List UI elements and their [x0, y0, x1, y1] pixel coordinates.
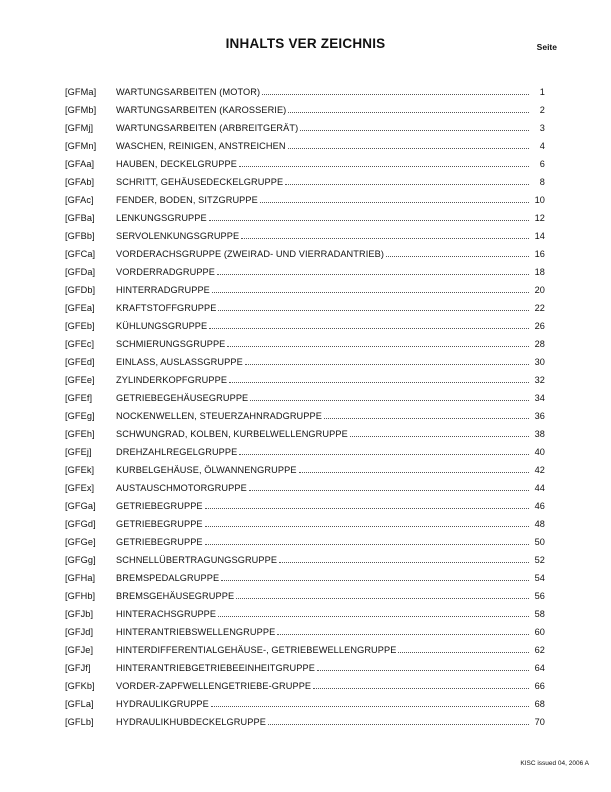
toc-entry[interactable]: [65, 656, 545, 674]
dot-leader: [221, 580, 529, 581]
toc-entry-title: HYDRAULIKHUBDECKELGRUPPE: [116, 717, 266, 727]
dot-leader: [218, 310, 529, 311]
toc-entry-page-number: 28: [534, 339, 545, 349]
toc-entry-page-number: 56: [534, 591, 545, 601]
toc-entry-title: BREMSGEHÄUSEGRUPPE: [116, 591, 235, 601]
toc-entry-page-number: 42: [534, 465, 545, 475]
toc-entry-page-number: 70: [534, 717, 545, 727]
page-title: INHALTS VER ZEICHNIS: [225, 36, 386, 51]
toc-entry-title: NOCKENWELLEN, STEUERZAHNRADGRUPPE: [116, 411, 322, 421]
dot-leader: [350, 436, 529, 437]
toc-entry-code: [GFAc]: [65, 195, 94, 205]
toc-entry-title: WASCHEN, REINIGEN, ANSTREICHEN: [116, 141, 286, 151]
dot-leader: [317, 670, 529, 671]
toc-entry-title: HYDRAULIKGRUPPE: [116, 699, 209, 709]
table-of-contents: [65, 80, 545, 728]
toc-entry-title: DREHZAHLREGELGRUPPE: [116, 447, 238, 457]
toc-entry-page-number: 46: [534, 501, 545, 511]
toc-entry-page-number: 48: [534, 519, 545, 529]
toc-entry-page-number: 26: [534, 321, 545, 331]
toc-entry-code: [GFEa]: [65, 303, 95, 313]
dot-leader: [212, 292, 529, 293]
dot-leader: [300, 130, 529, 131]
toc-entry-code: [GFAa]: [65, 159, 95, 169]
dot-leader: [277, 634, 529, 635]
toc-entry-code: [GFJd]: [65, 627, 94, 637]
toc-entry-code: [GFHb]: [65, 591, 96, 601]
toc-entry[interactable]: [65, 512, 545, 530]
toc-entry-title: VORDER-ZAPFWELLENGETRIEBE-GRUPPE: [116, 681, 312, 691]
toc-entry-code: [GFBb]: [65, 231, 95, 241]
dot-leader: [260, 202, 529, 203]
toc-entry[interactable]: [65, 494, 545, 512]
toc-entry-page-number: 50: [534, 537, 545, 547]
toc-entry[interactable]: [65, 116, 545, 134]
toc-entry[interactable]: [65, 620, 545, 638]
toc-entry-code: [GFEk]: [65, 465, 95, 475]
toc-entry-title: HAUBEN, DECKELGRUPPE: [116, 159, 237, 169]
toc-entry-title: HINTERANTRIEBGETRIEBEEINHEITGRUPPE: [116, 663, 315, 673]
toc-entry-code: [GFKb]: [65, 681, 95, 691]
toc-entry-code: [GFLb]: [65, 717, 94, 727]
toc-entry-page-number: 36: [534, 411, 545, 421]
toc-entry[interactable]: [65, 206, 545, 224]
dot-leader: [262, 94, 529, 95]
toc-entry[interactable]: [65, 134, 545, 152]
toc-entry-code: [GFEj]: [65, 447, 92, 457]
dot-leader: [268, 724, 529, 725]
toc-entry[interactable]: [65, 386, 545, 404]
toc-entry-title: WARTUNGSARBEITEN (KAROSSERIE): [116, 105, 287, 115]
toc-entry-code: [GFGe]: [65, 537, 96, 547]
toc-entry[interactable]: [65, 548, 545, 566]
toc-entry-page-number: 44: [534, 483, 545, 493]
dot-leader: [209, 328, 529, 329]
toc-entry[interactable]: [65, 602, 545, 620]
dot-leader: [250, 400, 529, 401]
dot-leader: [205, 526, 529, 527]
toc-entry-page-number: 6: [539, 159, 545, 169]
toc-entry-code: [GFJe]: [65, 645, 94, 655]
toc-entry-page-number: 68: [534, 699, 545, 709]
toc-entry-page-number: 30: [534, 357, 545, 367]
toc-entry-title: KÜHLUNGSGRUPPE: [116, 321, 208, 331]
toc-entry[interactable]: [65, 260, 545, 278]
toc-entry-page-number: 12: [534, 213, 545, 223]
toc-entry-page-number: 18: [534, 267, 545, 277]
dot-leader: [288, 148, 529, 149]
toc-entry-page-number: 64: [534, 663, 545, 673]
toc-entry-page-number: 58: [534, 609, 545, 619]
toc-entry-code: [GFGg]: [65, 555, 96, 565]
toc-entry-code: [GFEf]: [65, 393, 93, 403]
dot-leader: [249, 490, 529, 491]
toc-entry-page-number: 10: [534, 195, 545, 205]
toc-entry-code: [GFJf]: [65, 663, 91, 673]
toc-entry-title: SCHMIERUNGSGRUPPE: [116, 339, 226, 349]
toc-entry[interactable]: [65, 314, 545, 332]
toc-entry-code: [GFJb]: [65, 609, 94, 619]
dot-leader: [299, 472, 529, 473]
toc-entry-title: LENKUNGSGRUPPE: [116, 213, 207, 223]
toc-entry-title: VORDERRADGRUPPE: [116, 267, 216, 277]
toc-entry[interactable]: [65, 638, 545, 656]
toc-entry-code: [GFDb]: [65, 285, 96, 295]
toc-entry-code: [GFEd]: [65, 357, 95, 367]
dot-leader: [313, 688, 529, 689]
toc-entry-code: [GFMa]: [65, 87, 97, 97]
toc-entry-page-number: 60: [534, 627, 545, 637]
toc-entry-page-number: 1: [539, 87, 545, 97]
toc-entry-title: WARTUNGSARBEITEN (ARBREITGERÄT): [116, 123, 299, 133]
toc-entry-code: [GFDa]: [65, 267, 96, 277]
dot-leader: [205, 544, 529, 545]
toc-entry-page-number: 66: [534, 681, 545, 691]
toc-entry-page-number: 8: [539, 177, 545, 187]
toc-entry-page-number: 4: [539, 141, 545, 151]
toc-entry-code: [GFEx]: [65, 483, 95, 493]
toc-entry-page-number: 3: [539, 123, 545, 133]
toc-entry-code: [GFCa]: [65, 249, 96, 259]
toc-entry[interactable]: [65, 242, 545, 260]
toc-entry-code: [GFLa]: [65, 699, 94, 709]
toc-entry[interactable]: [65, 440, 545, 458]
dot-leader: [205, 508, 529, 509]
dot-leader: [227, 346, 529, 347]
dot-leader: [245, 364, 529, 365]
toc-entry[interactable]: [65, 188, 545, 206]
toc-entry[interactable]: [65, 278, 545, 296]
toc-entry-page-number: 22: [534, 303, 545, 313]
toc-entry-page-number: 52: [534, 555, 545, 565]
toc-entry-title: HINTERRADGRUPPE: [116, 285, 210, 295]
toc-entry-title: BREMSPEDALGRUPPE: [116, 573, 220, 583]
toc-entry-code: [GFEb]: [65, 321, 95, 331]
toc-entry-title: GETRIEBEGRUPPE: [116, 537, 203, 547]
toc-entry-title: SCHRITT, GEHÄUSEDECKELGRUPPE: [116, 177, 284, 187]
toc-entry-code: [GFMj]: [65, 123, 94, 133]
toc-entry-page-number: 54: [534, 573, 545, 583]
toc-entry-title: HINTERDIFFERENTIALGEHÄUSE-, GETRIEBEWELLENGRUPPE: [116, 645, 397, 655]
toc-entry[interactable]: [65, 350, 545, 368]
toc-entry-title: GETRIEBEGRUPPE: [116, 501, 203, 511]
toc-entry[interactable]: [65, 98, 545, 116]
toc-entry-page-number: 34: [534, 393, 545, 403]
dot-leader: [239, 166, 529, 167]
dot-leader: [241, 238, 529, 239]
toc-entry-page-number: 20: [534, 285, 545, 295]
toc-entry-page-number: 16: [534, 249, 545, 259]
dot-leader: [285, 184, 529, 185]
toc-entry-page-number: 62: [534, 645, 545, 655]
toc-entry-title: AUSTAUSCHMOTORGRUPPE: [116, 483, 247, 493]
dot-leader: [386, 256, 529, 257]
toc-entry-title: HINTERANTRIEBSWELLENGRUPPE: [116, 627, 276, 637]
toc-entry[interactable]: [65, 422, 545, 440]
toc-entry-title: VORDERACHSGRUPPE (ZWEIRAD- UND VIERRADANTRIEB): [116, 249, 384, 259]
toc-entry-title: EINLASS, AUSLASSGRUPPE: [116, 357, 243, 367]
dot-leader: [279, 562, 529, 563]
toc-entry-title: GETRIEBEGEHÄUSEGRUPPE: [116, 393, 249, 403]
toc-entry-code: [GFMn]: [65, 141, 97, 151]
toc-entry[interactable]: [65, 458, 545, 476]
toc-entry-code: [GFAb]: [65, 177, 95, 187]
toc-entry-title: SCHNELLÜBERTRAGUNGSGRUPPE: [116, 555, 278, 565]
toc-entry[interactable]: [65, 296, 545, 314]
dot-leader: [211, 706, 529, 707]
dot-leader: [218, 616, 529, 617]
dot-leader: [398, 652, 529, 653]
toc-entry[interactable]: [65, 332, 545, 350]
toc-entry-title: SCHWUNGRAD, KOLBEN, KURBELWELLENGRUPPE: [116, 429, 348, 439]
toc-entry-code: [GFGd]: [65, 519, 96, 529]
toc-entry-title: KURBELGEHÄUSE, ÖLWANNENGRUPPE: [116, 465, 297, 475]
toc-entry-code: [GFEe]: [65, 375, 95, 385]
toc-entry-code: [GFEg]: [65, 411, 95, 421]
toc-entry-code: [GFHa]: [65, 573, 96, 583]
toc-entry-page-number: 38: [534, 429, 545, 439]
toc-entry-page-number: 14: [534, 231, 545, 241]
footer-issue-note: KISC issued 04, 2006 A: [520, 760, 589, 767]
toc-entry-title: SERVOLENKUNGSGRUPPE: [116, 231, 240, 241]
toc-entry[interactable]: [65, 368, 545, 386]
toc-entry[interactable]: [65, 152, 545, 170]
toc-entry[interactable]: [65, 566, 545, 584]
toc-entry-title: KRAFTSTOFFGRUPPE: [116, 303, 217, 313]
toc-entry-title: GETRIEBEGRUPPE: [116, 519, 203, 529]
toc-entry-code: [GFGa]: [65, 501, 96, 511]
toc-entry[interactable]: [65, 224, 545, 242]
dot-leader: [217, 274, 529, 275]
toc-entry-title: WARTUNGSARBEITEN (MOTOR): [116, 87, 261, 97]
dot-leader: [288, 112, 529, 113]
toc-entry-page-number: 40: [534, 447, 545, 457]
dot-leader: [239, 454, 529, 455]
dot-leader: [236, 598, 529, 599]
toc-entry[interactable]: [65, 404, 545, 422]
toc-entry-code: [GFBa]: [65, 213, 95, 223]
toc-entry[interactable]: [65, 584, 545, 602]
dot-leader: [229, 382, 529, 383]
page-column-label: Seite: [536, 42, 557, 52]
toc-entry-title: FENDER, BODEN, SITZGRUPPE: [116, 195, 258, 205]
toc-entry-code: [GFEc]: [65, 339, 95, 349]
toc-entry-code: [GFEh]: [65, 429, 95, 439]
toc-entry[interactable]: [65, 476, 545, 494]
toc-entry-page-number: 2: [539, 105, 545, 115]
toc-entry-title: ZYLINDERKOPFGRUPPE: [116, 375, 228, 385]
toc-entry[interactable]: [65, 710, 545, 728]
toc-entry[interactable]: [65, 170, 545, 188]
toc-entry-title: HINTERACHSGRUPPE: [116, 609, 217, 619]
toc-entry[interactable]: [65, 530, 545, 548]
dot-leader: [209, 220, 529, 221]
toc-entry[interactable]: [65, 692, 545, 710]
toc-entry[interactable]: [65, 674, 545, 692]
toc-entry[interactable]: [65, 80, 545, 98]
toc-entry-page-number: 32: [534, 375, 545, 385]
toc-entry-code: [GFMb]: [65, 105, 97, 115]
dot-leader: [324, 418, 529, 419]
